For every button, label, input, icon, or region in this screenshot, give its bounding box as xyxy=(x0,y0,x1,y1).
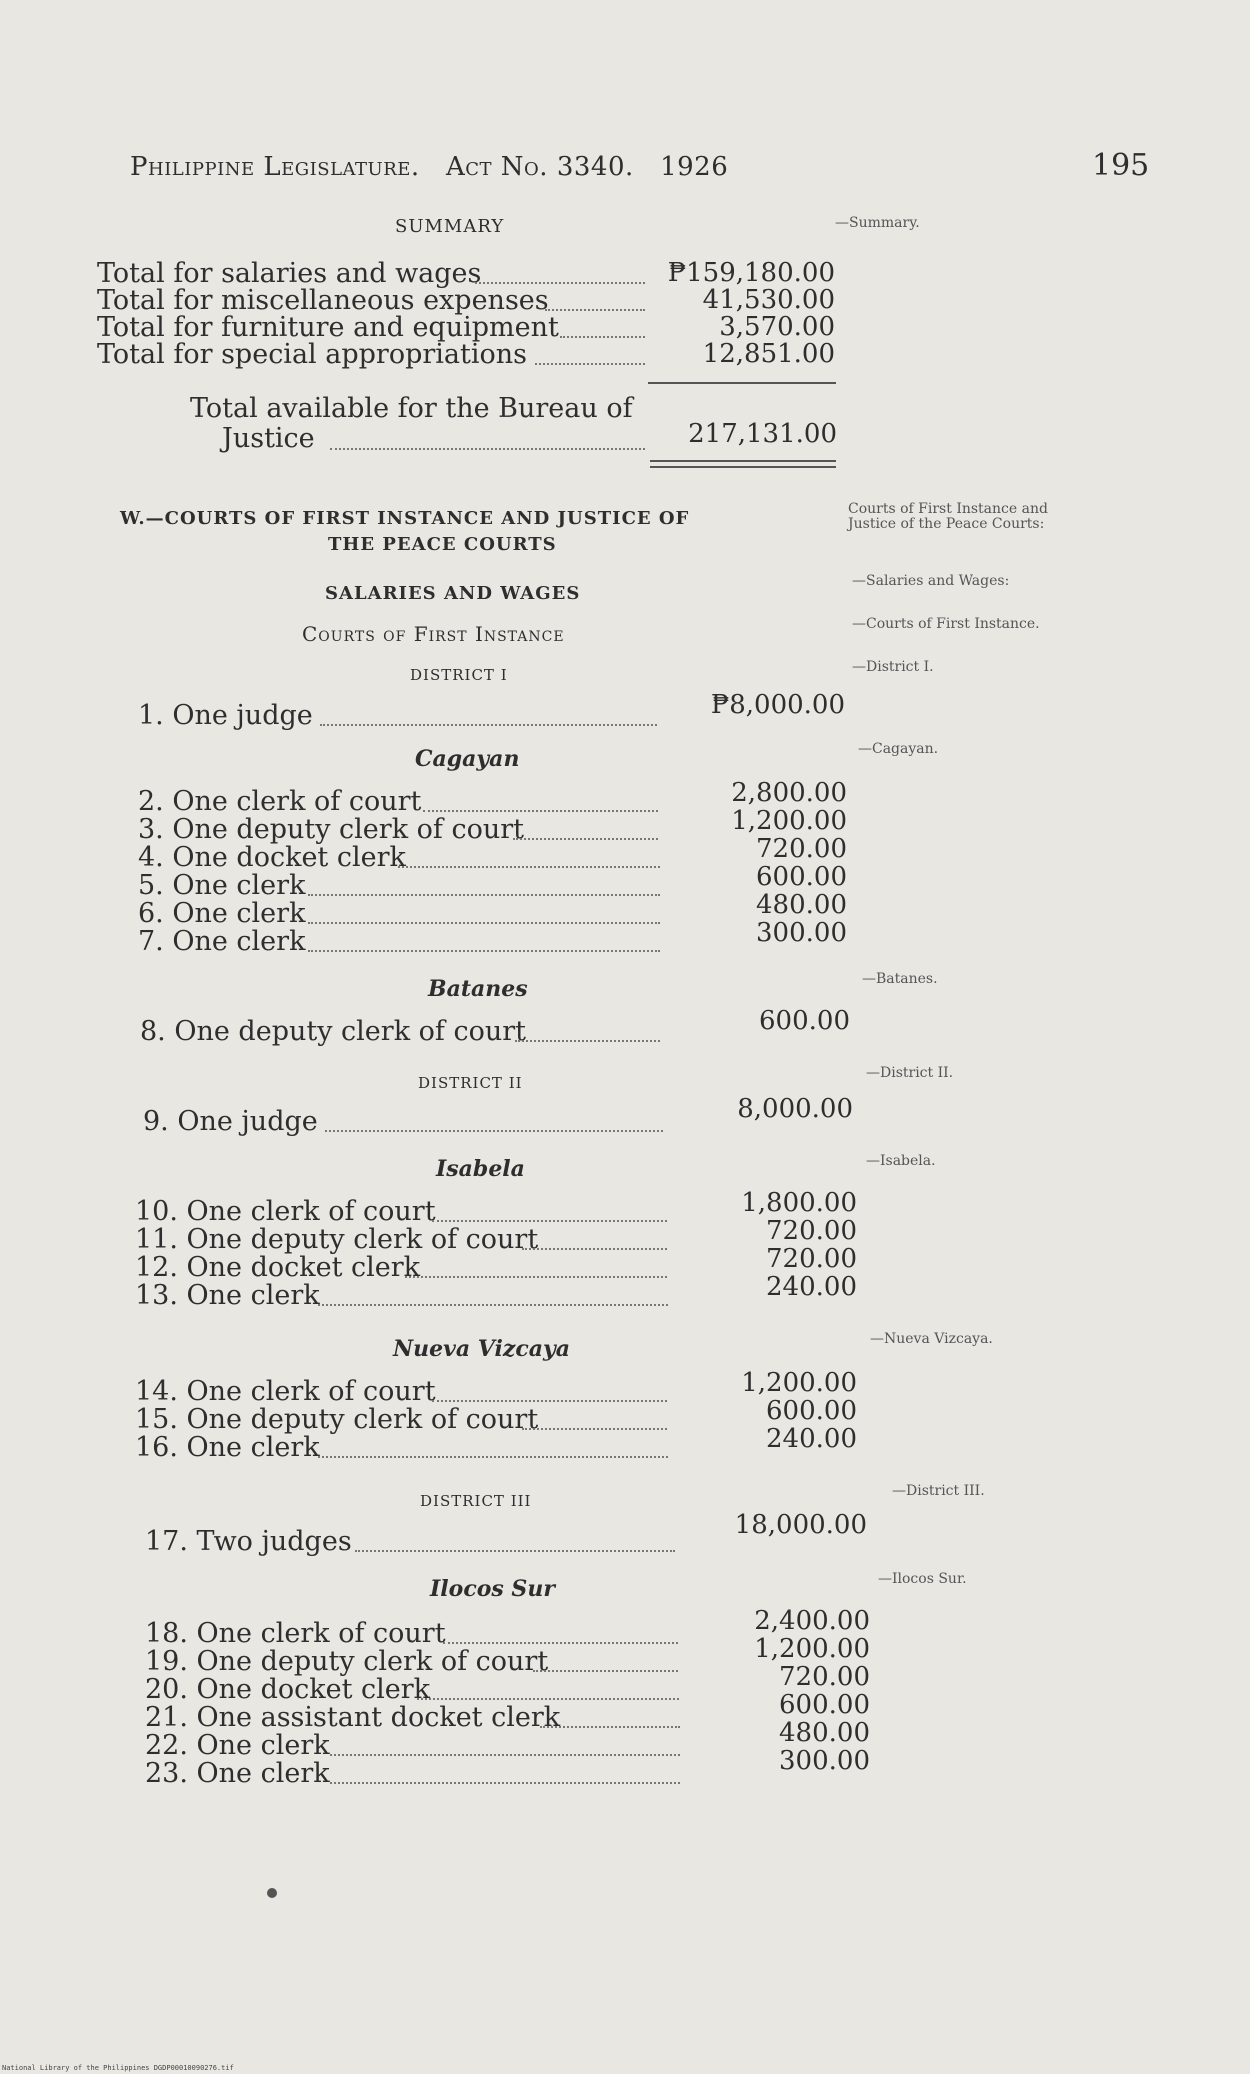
leader-dots xyxy=(432,1220,667,1222)
item-label: 8. One deputy clerk of court xyxy=(140,1016,526,1047)
page-number: 195 xyxy=(1092,148,1150,183)
leader-dots xyxy=(423,810,658,812)
leader-dots xyxy=(475,282,645,284)
item-amount: 240.00 xyxy=(766,1424,857,1454)
double-rule-top xyxy=(650,460,836,462)
group-heading: Ilocos Sur xyxy=(430,1576,555,1602)
summary-total-label: Total available for the Bureau of xyxy=(190,393,633,424)
leader-dots xyxy=(355,1550,675,1552)
item-amount: 300.00 xyxy=(779,1746,870,1776)
group-margin-note: —Ilocos Sur. xyxy=(878,1571,967,1587)
summary-amount: 3,570.00 xyxy=(719,312,835,342)
leader-dots xyxy=(432,1400,667,1402)
item-label: 11. One deputy clerk of court xyxy=(135,1224,539,1255)
ink-spot xyxy=(267,1888,277,1898)
leader-dots xyxy=(325,1130,663,1132)
item-label: 14. One clerk of court xyxy=(135,1376,436,1407)
item-amount: 720.00 xyxy=(779,1662,870,1692)
running-header xyxy=(130,152,728,182)
item-label: 6. One clerk xyxy=(138,898,306,929)
item-amount: 720.00 xyxy=(766,1244,857,1274)
item-label: 3. One deputy clerk of court xyxy=(138,814,524,845)
item-label: 20. One docket clerk xyxy=(145,1674,431,1705)
leader-dots xyxy=(318,1456,668,1458)
summary-label: Total for salaries and wages xyxy=(97,258,482,289)
summary-amount: 12,851.00 xyxy=(702,339,835,369)
section-title-cont: THE PEACE COURTS xyxy=(328,534,557,555)
section-title: W.—COURTS OF FIRST INSTANCE AND JUSTICE OF xyxy=(120,508,690,529)
group-heading: DISTRICT III xyxy=(420,1492,532,1510)
item-label: 19. One deputy clerk of court xyxy=(145,1646,549,1677)
item-label: 23. One clerk xyxy=(145,1758,330,1789)
summary-label: Total for furniture and equipment xyxy=(97,312,559,343)
item-amount: 8,000.00 xyxy=(737,1094,853,1124)
item-amount: 720.00 xyxy=(756,834,847,864)
item-amount: 1,200.00 xyxy=(741,1368,857,1398)
item-amount: 600.00 xyxy=(766,1396,857,1426)
act-year: 1926 xyxy=(660,152,729,182)
summary-label: Total for special appropriations xyxy=(97,339,527,370)
salaries-heading: SALARIES AND WAGES xyxy=(325,583,581,604)
salaries-margin-note: —Salaries and Wages: xyxy=(852,573,1010,589)
item-amount: 300.00 xyxy=(756,918,847,948)
summary-total-amount: 217,131.00 xyxy=(688,419,837,449)
cfi-heading: Courts of First Instance xyxy=(302,622,565,646)
item-label: 7. One clerk xyxy=(138,926,306,957)
item-amount: 600.00 xyxy=(756,862,847,892)
leader-dots xyxy=(398,866,660,868)
item-label: 12. One docket clerk xyxy=(135,1252,421,1283)
item-label: 2. One clerk of court xyxy=(138,786,422,817)
group-margin-note: —District III. xyxy=(892,1483,985,1499)
summary-margin-note: —Summary. xyxy=(835,215,920,231)
leader-dots xyxy=(318,1304,668,1306)
item-amount: 720.00 xyxy=(766,1216,857,1246)
leader-dots xyxy=(308,922,660,924)
item-label: 10. One clerk of court xyxy=(135,1196,436,1227)
group-heading: Batanes xyxy=(428,976,528,1002)
sum-rule xyxy=(648,382,836,384)
item-label: 9. One judge xyxy=(143,1106,318,1137)
item-label: 17. Two judges xyxy=(145,1526,352,1557)
item-label: 4. One docket clerk xyxy=(138,842,406,873)
item-amount: 480.00 xyxy=(779,1718,870,1748)
leader-dots xyxy=(513,838,658,840)
item-amount: 18,000.00 xyxy=(734,1510,867,1540)
item-label: 15. One deputy clerk of court xyxy=(135,1404,539,1435)
leader-dots xyxy=(417,1698,679,1700)
leader-dots xyxy=(522,1248,667,1250)
group-margin-note: —District I. xyxy=(852,659,934,675)
leader-dots xyxy=(515,1040,660,1042)
leader-dots xyxy=(535,363,645,365)
cfi-margin-note: —Courts of First Instance. xyxy=(852,616,1040,632)
leader-dots xyxy=(308,894,660,896)
summary-heading: SUMMARY xyxy=(395,216,505,237)
leader-dots xyxy=(405,1276,667,1278)
item-amount: 2,400.00 xyxy=(754,1606,870,1636)
group-heading: Isabela xyxy=(436,1156,525,1182)
group-heading: Nueva Vizcaya xyxy=(393,1336,571,1362)
group-margin-note: —Cagayan. xyxy=(858,741,939,757)
item-amount: 600.00 xyxy=(759,1006,850,1036)
group-heading: DISTRICT I xyxy=(410,666,508,684)
group-margin-note: —Isabela. xyxy=(866,1153,936,1169)
item-amount: 600.00 xyxy=(779,1690,870,1720)
scan-footer: National Library of the Philippines DGDP00010090276.tif xyxy=(2,2064,234,2072)
leader-dots xyxy=(545,309,645,311)
item-label: 22. One clerk xyxy=(145,1730,330,1761)
item-label: 18. One clerk of court xyxy=(145,1618,446,1649)
item-label: 5. One clerk xyxy=(138,870,306,901)
leader-dots xyxy=(330,1754,680,1756)
group-margin-note: —District II. xyxy=(866,1065,954,1081)
item-amount: ₱8,000.00 xyxy=(710,690,845,720)
summary-amount: 41,530.00 xyxy=(702,285,835,315)
leader-dots xyxy=(560,336,645,338)
item-amount: 2,800.00 xyxy=(731,778,847,808)
item-label: 1. One judge xyxy=(138,700,313,731)
act-number: Act No. 3340. xyxy=(445,152,634,182)
leader-dots xyxy=(330,448,645,450)
leader-dots xyxy=(540,1726,680,1728)
item-amount: 480.00 xyxy=(756,890,847,920)
running-title: Philippine Legislature. xyxy=(130,152,420,182)
item-amount: 1,200.00 xyxy=(731,806,847,836)
section-margin-note: Courts of First Instance and Justice of the Peace Courts: xyxy=(848,501,1048,532)
group-heading: DISTRICT II xyxy=(418,1074,523,1092)
double-rule-bottom xyxy=(650,466,836,468)
summary-amount: ₱159,180.00 xyxy=(667,258,835,288)
item-label: 16. One clerk xyxy=(135,1432,320,1463)
group-heading: Cagayan xyxy=(415,746,520,772)
summary-label: Total for miscellaneous expenses xyxy=(97,285,549,316)
group-margin-note: —Nueva Vizcaya. xyxy=(870,1331,993,1347)
item-amount: 1,800.00 xyxy=(741,1188,857,1218)
summary-total-label-cont: Justice xyxy=(222,423,315,454)
leader-dots xyxy=(320,724,657,726)
item-amount: 240.00 xyxy=(766,1272,857,1302)
item-label: 21. One assistant docket clerk xyxy=(145,1702,561,1733)
item-amount: 1,200.00 xyxy=(754,1634,870,1664)
leader-dots xyxy=(308,950,660,952)
group-margin-note: —Batanes. xyxy=(862,971,938,987)
leader-dots xyxy=(522,1428,667,1430)
item-label: 13. One clerk xyxy=(135,1280,320,1311)
leader-dots xyxy=(330,1782,680,1784)
leader-dots xyxy=(443,1642,678,1644)
leader-dots xyxy=(533,1670,678,1672)
